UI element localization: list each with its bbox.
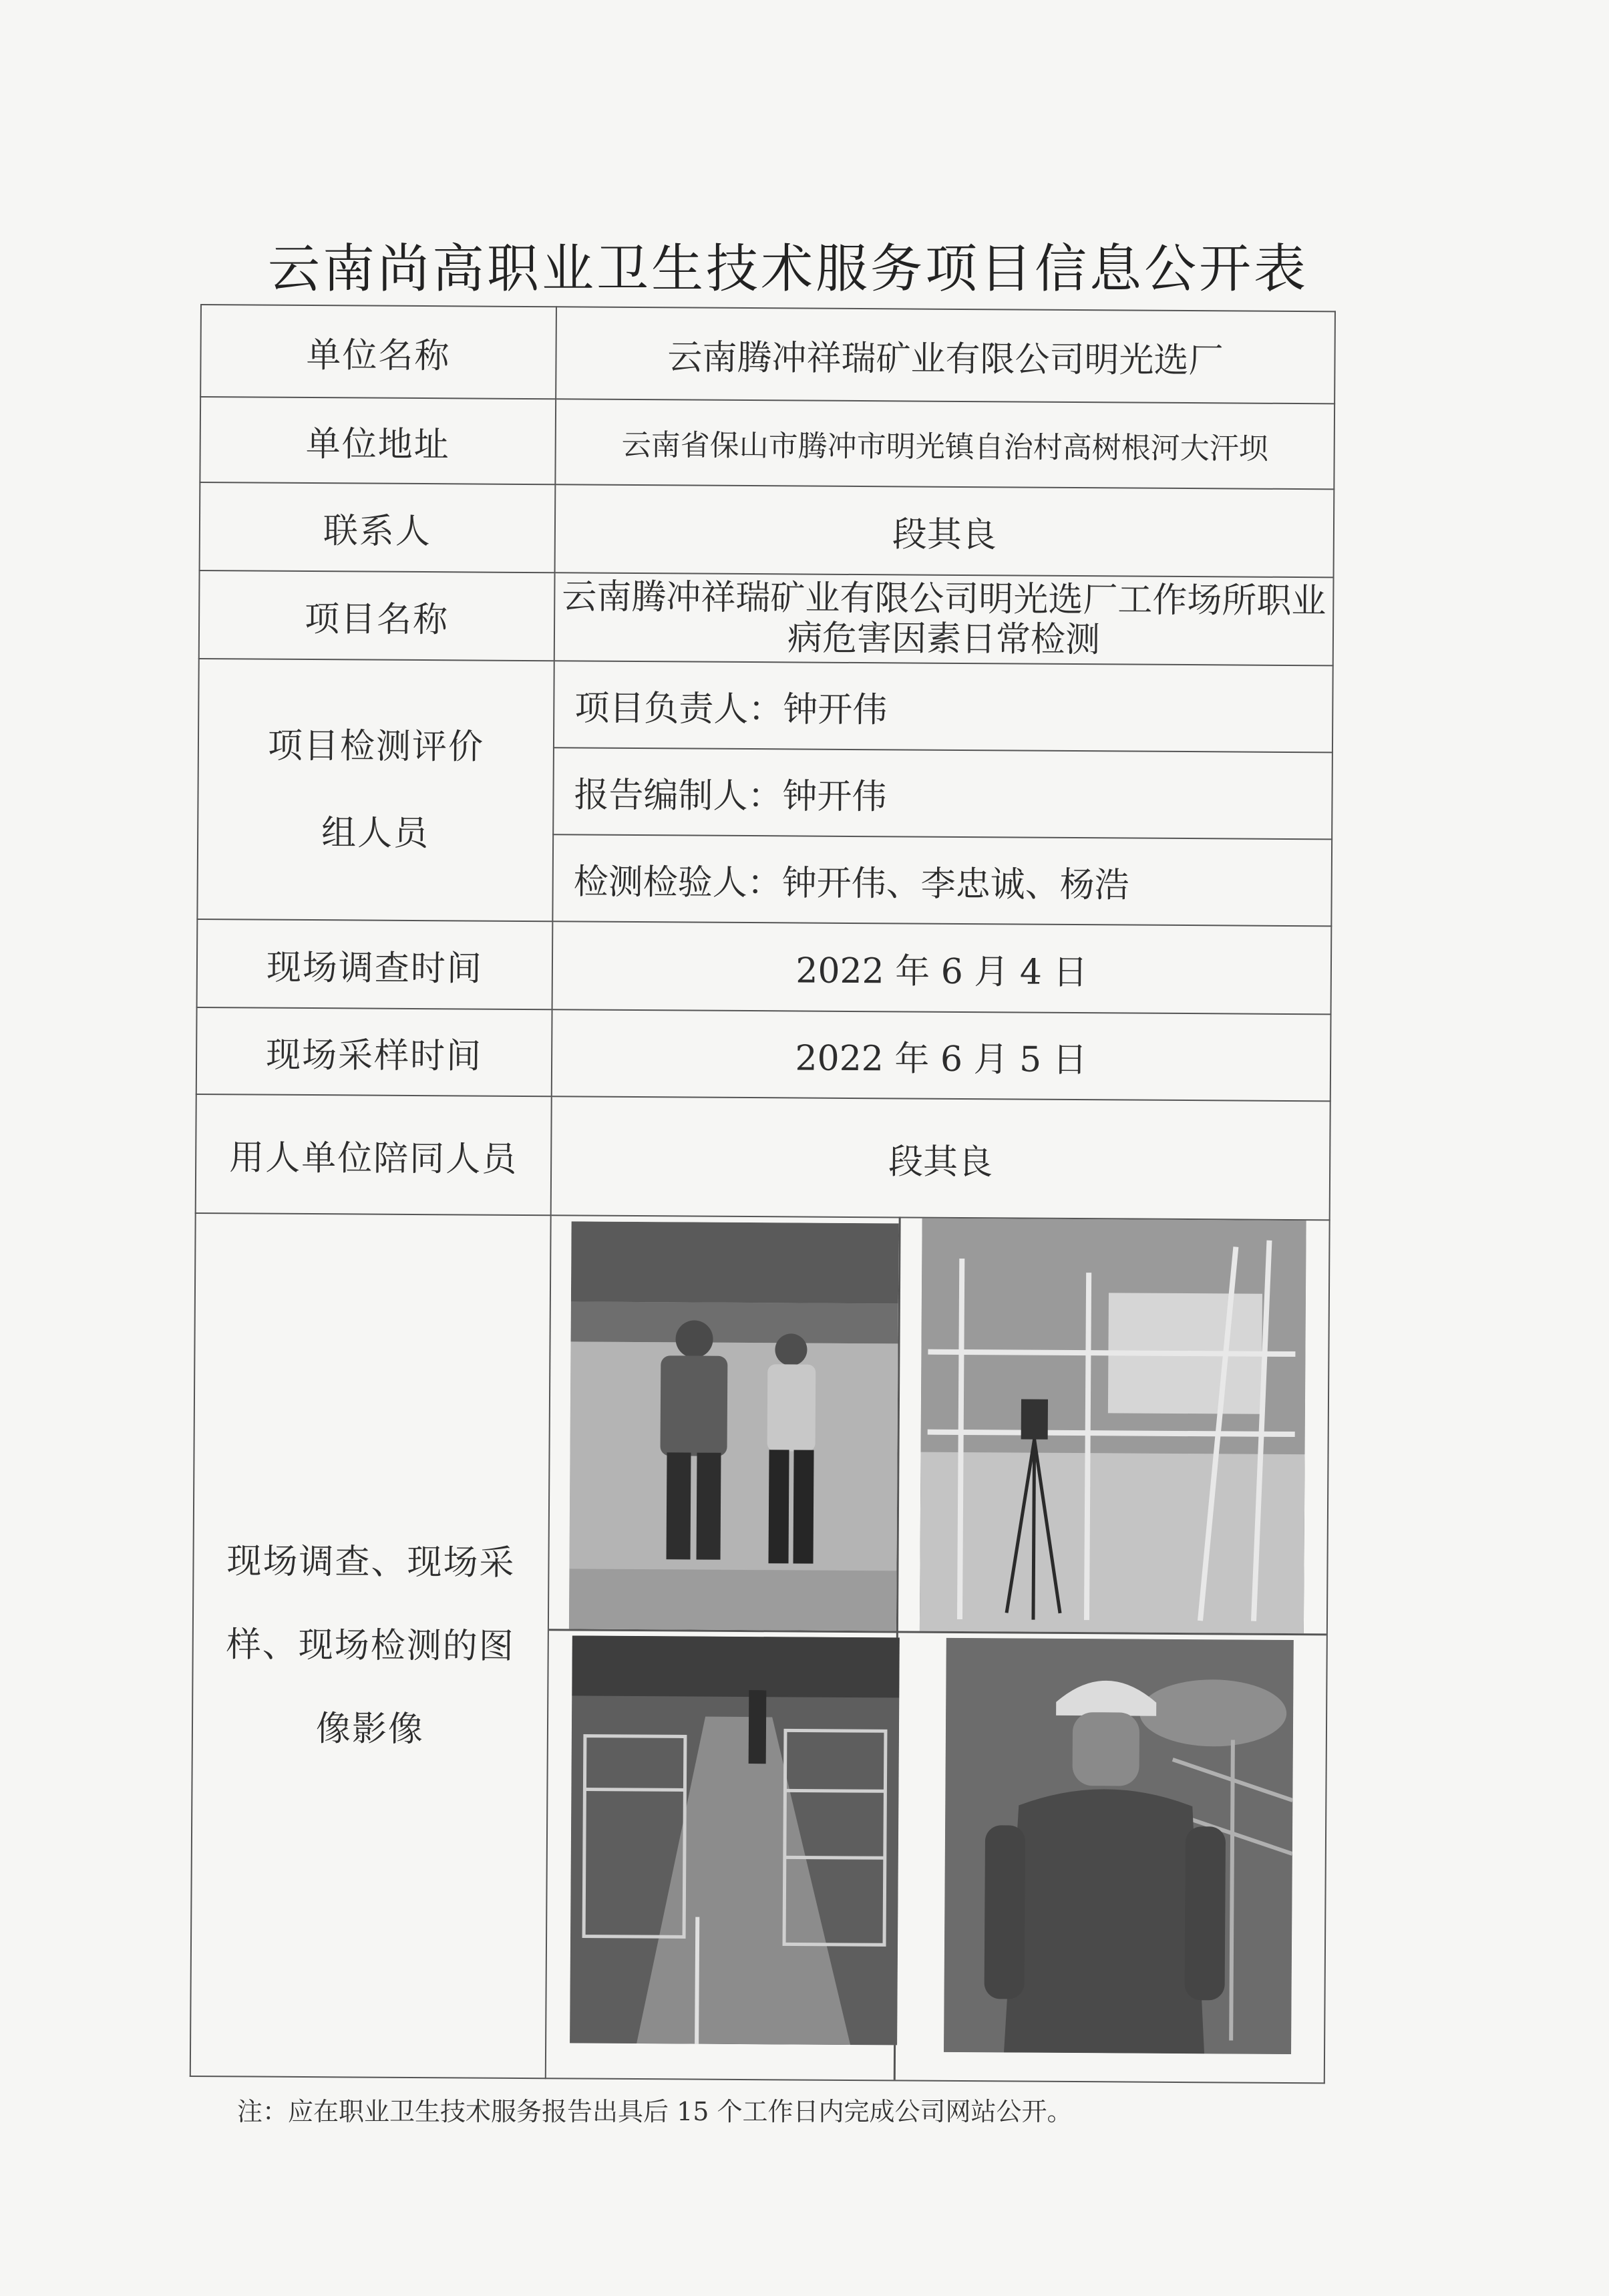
unit-name-label: 单位名称 xyxy=(200,305,556,399)
row-unit-address xyxy=(200,397,1334,489)
photos-label-line2: 样、现场检测的图 xyxy=(226,1624,515,1667)
photos-label-line1: 现场调查、现场采 xyxy=(226,1540,516,1583)
row-project-name xyxy=(199,570,1334,665)
project-name-value xyxy=(554,572,1334,665)
inspectors: 检测检验人：钟开伟、李忠诚、杨浩 xyxy=(552,834,1332,926)
accompany-value: 段其良 xyxy=(551,1096,1330,1220)
info-table xyxy=(190,304,1336,2084)
survey-time-value: 2022 年 6 月 4 日 xyxy=(552,921,1332,1014)
survey-time-label: 现场调查时间 xyxy=(197,919,553,1009)
sampling-time-value: 2022 年 6 月 5 日 xyxy=(552,1009,1331,1101)
row-photos xyxy=(190,1213,1330,2083)
contact-label: 联系人 xyxy=(200,482,556,572)
photo-site-survey-people xyxy=(569,1221,899,1631)
project-name-label: 项目名称 xyxy=(199,570,555,661)
project-name-line2: 病危害因素日常检测 xyxy=(787,618,1101,661)
project-name-line1: 云南腾冲祥瑞矿业有限公司明光选厂工作场所职业 xyxy=(562,577,1326,622)
photos-label-line3: 像影像 xyxy=(315,1708,425,1750)
team-label-line2: 组人员 xyxy=(321,813,430,854)
contact-value: 段其良 xyxy=(555,484,1334,577)
row-unit-name xyxy=(200,305,1335,403)
photos-cell xyxy=(546,1215,1330,2083)
unit-name-value: 云南腾冲祥瑞矿业有限公司明光选厂 xyxy=(556,307,1335,403)
unit-address-label: 单位地址 xyxy=(200,397,556,484)
row-contact xyxy=(200,482,1334,577)
project-leader: 项目负责人：钟开伟 xyxy=(554,661,1333,752)
report-writer: 报告编制人：钟开伟 xyxy=(553,748,1332,839)
photos-label xyxy=(190,1213,551,2078)
row-team-leader xyxy=(198,659,1333,752)
footnote: 注：应在职业卫生技术服务报告出具后 15 个工作日内完成公司网站公开。 xyxy=(237,2097,1073,2126)
page-title: 云南尚高职业卫生技术服务项目信息公开表 xyxy=(267,239,1308,299)
photo-workshop-line xyxy=(570,1635,900,2045)
photo-onsite-worker xyxy=(944,1638,1294,2054)
unit-address-value: 云南省保山市腾冲市明光镇自治村高树根河大汗坝 xyxy=(555,399,1334,489)
sampling-time-label: 现场采样时间 xyxy=(196,1007,552,1096)
row-accompany xyxy=(196,1094,1330,1220)
photo-sampling-scaffold xyxy=(920,1218,1306,1634)
row-sampling-time xyxy=(196,1007,1331,1101)
row-survey-time xyxy=(197,919,1332,1014)
accompany-label: 用人单位陪同人员 xyxy=(196,1094,552,1215)
team-label-line1: 项目检测评价 xyxy=(267,725,485,768)
team-label xyxy=(197,659,554,921)
